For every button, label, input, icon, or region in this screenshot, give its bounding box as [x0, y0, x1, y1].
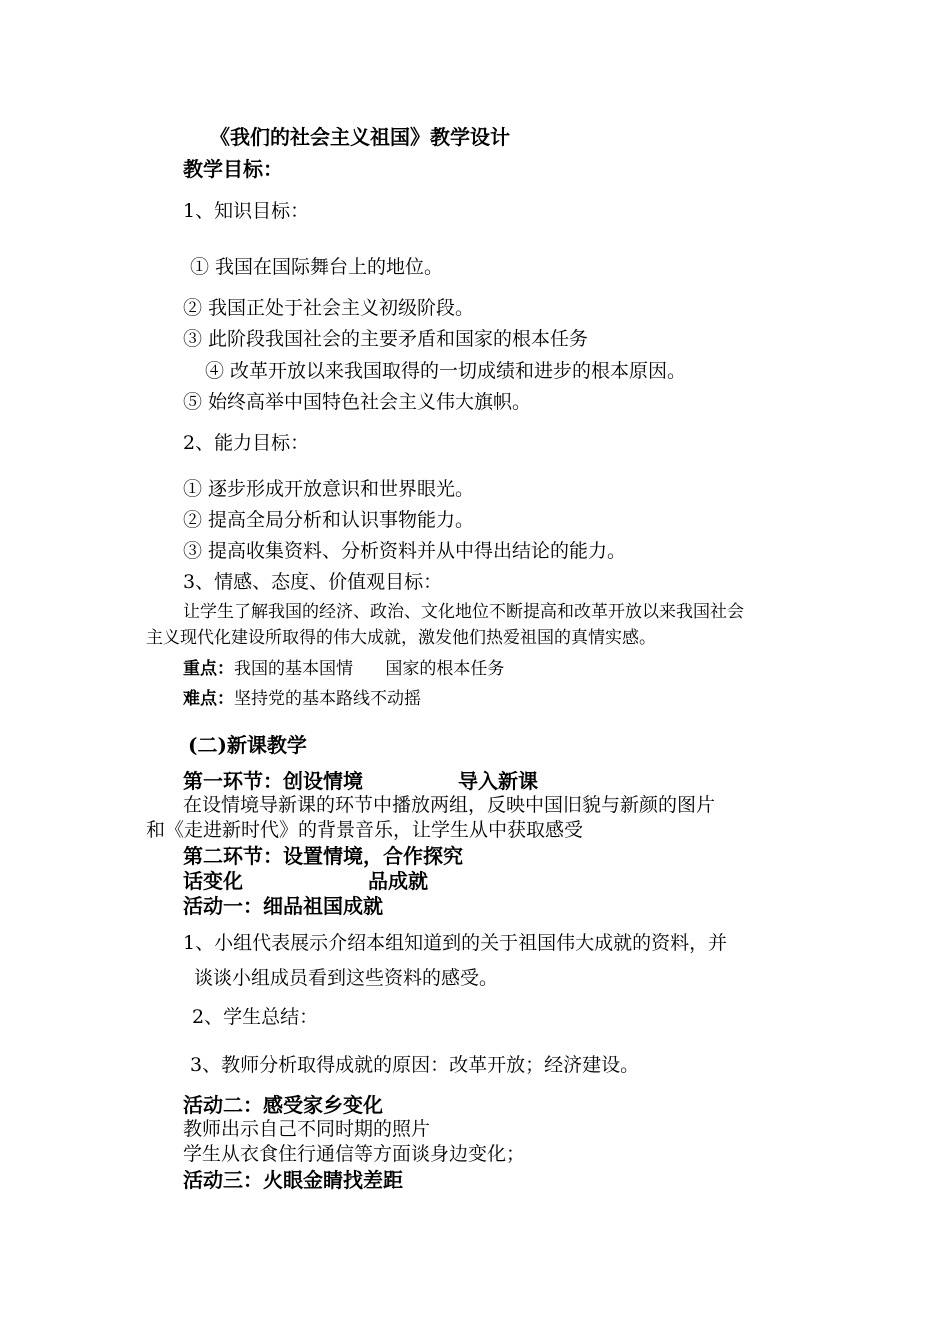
activity1-item: 2、学生总结： — [192, 1006, 319, 1028]
ability-item: ② 提高全局分析和认识事物能力。 — [183, 509, 475, 531]
ability-heading: 2、能力目标： — [183, 432, 310, 454]
key-point — [183, 661, 504, 678]
step2-sub: 话变化 — [183, 869, 243, 893]
emotion-text-line: 让学生了解我国的经济、政治、文化地位不断提高和改革开放以来我国社会 — [183, 602, 744, 622]
activity2-text-line: 教师出示自己不同时期的照片 — [183, 1118, 431, 1140]
knowledge-item: ⑤ 始终高举中国特色社会主义伟大旗帜。 — [183, 391, 532, 413]
knowledge-item: ③ 此阶段我国社会的主要矛盾和国家的根本任务 — [183, 328, 589, 350]
activity3-title: 活动三：火眼金睛找差距 — [183, 1168, 403, 1192]
step1-text-line: 和《走进新时代》的背景音乐，让学生从中获取感受 — [146, 819, 584, 841]
ability-item: ① 逐步形成开放意识和世界眼光。 — [183, 478, 475, 500]
emotion-heading: 3、情感、态度、价值观目标： — [183, 571, 443, 593]
objectives-heading: 教学目标： — [183, 157, 283, 181]
key-point-label: 重点： — [183, 659, 234, 679]
emotion-text-line: 主义现代化建设所取得的伟大成就，激发他们热爱祖国的真情实感。 — [146, 628, 656, 648]
activity1-title: 活动一：细品祖国成就 — [183, 894, 383, 918]
step2-title: 第二环节：设置情境，合作探究 — [183, 844, 463, 868]
step1-subtitle: 导入新课 — [458, 769, 538, 793]
knowledge-heading: 1、知识目标： — [183, 200, 310, 222]
activity1-item: 谈谈小组成员看到这些资料的感受。 — [194, 967, 499, 989]
ability-item: ③ 提高收集资料、分析资料并从中得出结论的能力。 — [183, 540, 627, 562]
knowledge-item: ④ 改革开放以来我国取得的一切成绩和进步的根本原因。 — [205, 360, 687, 382]
difficulty-text: 坚持党的基本路线不动摇 — [234, 689, 421, 709]
knowledge-item: ① 我国在国际舞台上的地位。 — [190, 256, 444, 278]
knowledge-item: ② 我国正处于社会主义初级阶段。 — [183, 297, 475, 319]
step2-sub: 品成就 — [368, 869, 428, 893]
difficulty — [183, 691, 421, 708]
section-heading: (二)新课教学 — [188, 733, 307, 757]
key-point-text: 我国的基本国情 国家的根本任务 — [234, 659, 505, 679]
step1-text-line: 在设情境导新课的环节中播放两组，反映中国旧貌与新颜的图片 — [183, 794, 716, 816]
difficulty-label: 难点： — [183, 689, 234, 709]
activity2-title: 活动二：感受家乡变化 — [183, 1093, 383, 1117]
activity1-item: 1、小组代表展示介绍本组知道到的关于祖国伟大成就的资料，并 — [183, 932, 728, 954]
activity2-text-line: 学生从衣食住行通信等方面谈身边变化； — [183, 1143, 526, 1165]
step1-title: 第一环节：创设情境 — [183, 769, 363, 793]
document-title: 《我们的社会主义祖国》教学设计 — [210, 125, 510, 149]
activity1-item: 3、教师分析取得成就的原因：改革开放；经济建设。 — [190, 1054, 640, 1076]
